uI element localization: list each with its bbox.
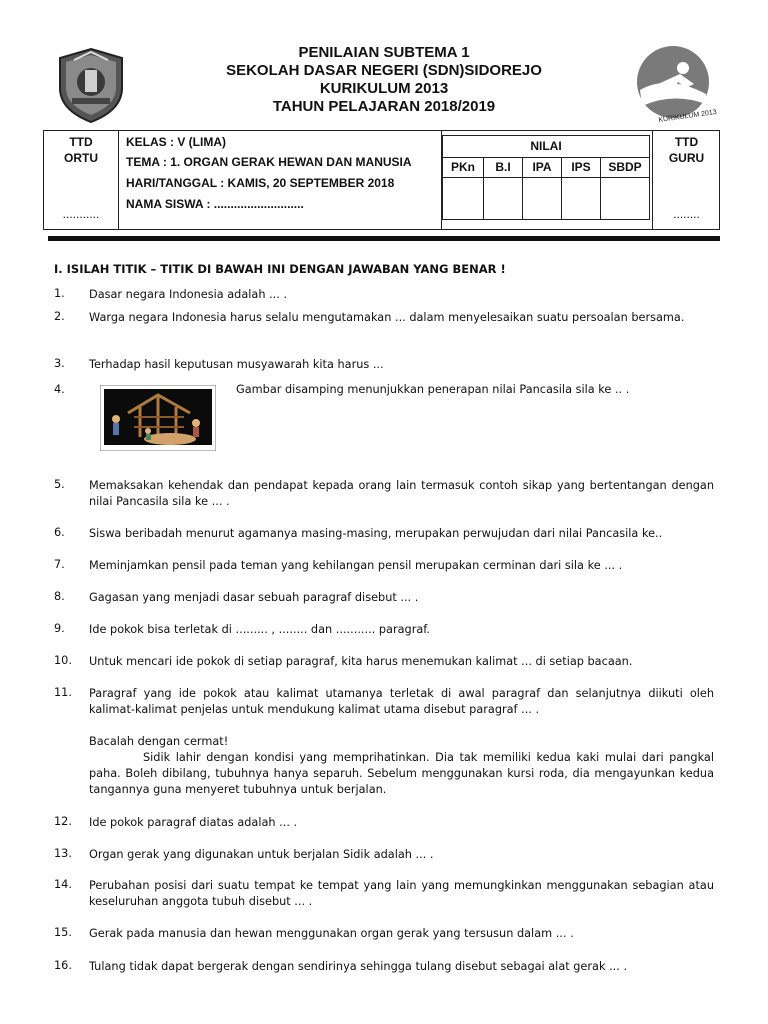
question-number: 1. <box>54 287 65 300</box>
student-info-cell <box>118 131 442 229</box>
question-text: Gambar disamping menunjukkan penerapan nilai Pancasila sila ke .. . <box>236 383 630 396</box>
question-number: 16. <box>54 959 72 972</box>
question-number: 5. <box>54 478 65 491</box>
teacher-signature-label-guru: GURU <box>668 151 705 165</box>
teacher-signature-cell <box>652 131 720 229</box>
score-col-ipa: IPA <box>522 157 562 178</box>
question-number: 13. <box>54 847 72 860</box>
question-text: Memaksakan kehendak dan pendapat kepada orang lain termasuk contoh sikap yang bertentangan dengan nilai Pancasila sila ke ... . <box>89 479 714 508</box>
class-field: KELAS : V (LIMA) <box>126 135 226 149</box>
score-input-ips[interactable] <box>561 178 601 220</box>
passage-intro: Bacalah dengan cermat! <box>89 735 229 748</box>
kurikulum-2013-logo-icon <box>628 44 718 124</box>
question-text: Ide pokok bisa terletak di ......... , ........ dan ........... paragraf. <box>89 623 431 636</box>
question-number: 4. <box>54 383 65 396</box>
parent-signature-label-ttd: TTD <box>69 135 93 149</box>
parent-signature-cell <box>44 131 119 229</box>
header-school: SEKOLAH DASAR NEGERI (SDN)SIDOREJO <box>226 62 542 79</box>
score-table <box>442 135 650 219</box>
question-number: 11. <box>54 686 72 699</box>
question-number: 6. <box>54 526 65 539</box>
question-text: Gerak pada manusia dan hewan menggunakan organ gerak yang tersusun dalam ... . <box>89 927 574 940</box>
teacher-signature-label-ttd: TTD <box>674 135 699 149</box>
gotong-royong-house-building-illustration-icon <box>100 385 216 451</box>
question-number: 7. <box>54 558 65 571</box>
header-divider <box>48 236 720 241</box>
score-input-ipa[interactable] <box>522 178 562 220</box>
question-text: Gagasan yang menjadi dasar sebuah paragraf disebut ... . <box>89 591 419 604</box>
question-number: 10. <box>54 654 72 667</box>
passage-body: Sidik lahir dengan kondisi yang memprihatinkan. Dia tak memiliki kedua kaki mulai dari pangkal paha. Boleh dibilang, tubuhnya hanya separuh. Sebelum menggunakan kursi roda, dia mengayunkan kedua tangannya guna menyeret tubuhnya untuk berjalan. <box>89 751 714 796</box>
question-text: Organ gerak yang digunakan untuk berjalan Sidik adalah ... . <box>89 848 434 861</box>
question-text: Meminjamkan pensil pada teman yang kehilangan pensil merupakan cerminan dari sila ke ... . <box>89 559 623 572</box>
question-text: Paragraf yang ide pokok atau kalimat utamanya terletak di awal paragraf dan selanjutnya diikuti oleh kalimat-kalimat penjelas untuk mendukung kalimat utama disebut paragraf ... . <box>89 687 714 716</box>
parent-signature-line[interactable]: ........... <box>62 207 100 221</box>
question-number: 8. <box>54 590 65 603</box>
question-text: Tulang tidak dapat bergerak dengan sendirinya sehingga tulang disebut sebagai alat gerak ... . <box>89 960 628 973</box>
theme-field: TEMA : 1. ORGAN GERAK HEWAN DAN MANUSIA <box>126 155 412 169</box>
section-title: I. ISILAH TITIK – TITIK DI BAWAH INI DENGAN JAWABAN YANG BENAR ! <box>54 262 506 276</box>
kurikulum-logo-text: KURIKULUM 2013 <box>658 108 718 124</box>
question-text: Terhadap hasil keputusan musyawarah kita harus ... <box>89 358 384 371</box>
question-text: Perubahan posisi dari suatu tempat ke tempat yang lain yang memungkinkan menggunakan sebagian atau keseluruhan anggota tubuh disebut ... . <box>89 879 714 908</box>
question-number: 9. <box>54 622 65 635</box>
header-academic-year: TAHUN PELAJARAN 2018/2019 <box>272 98 496 115</box>
question-text: Untuk mencari ide pokok di setiap paragraf, kita harus menemukan kalimat ... di setiap bacaan. <box>89 655 633 668</box>
teacher-signature-line[interactable]: ........ <box>673 207 700 221</box>
question-number: 3. <box>54 357 65 370</box>
score-input-bi[interactable] <box>483 178 523 220</box>
question-number: 14. <box>54 878 72 891</box>
question-number: 2. <box>54 310 65 323</box>
student-name-field[interactable]: NAMA SISWA : ........................... <box>126 197 304 211</box>
question-number: 12. <box>54 815 72 828</box>
identity-table <box>43 130 720 230</box>
regional-crest-logo-icon <box>52 46 130 124</box>
question-text: Warga negara Indonesia harus selalu mengutamakan ... dalam menyelesaikan suatu persoalan bersama. <box>89 311 685 324</box>
reading-passage <box>89 734 714 798</box>
score-input-pkn[interactable] <box>442 178 484 220</box>
date-field: HARI/TANGGAL : KAMIS, 20 SEPTEMBER 2018 <box>126 176 395 190</box>
score-table-title: NILAI <box>442 135 650 158</box>
question-text: Siswa beribadah menurut agamanya masing-masing, merupakan perwujudan dari nilai Pancasila ke.. <box>89 527 663 540</box>
question-text: Ide pokok paragraf diatas adalah ... . <box>89 816 298 829</box>
parent-signature-label-ortu: ORTU <box>64 151 98 165</box>
score-input-sbdp[interactable] <box>600 178 650 220</box>
question-number: 15. <box>54 926 72 939</box>
score-col-pkn: PKn <box>442 157 484 178</box>
score-col-sbdp: SBDP <box>600 157 650 178</box>
score-col-bi: B.I <box>483 157 523 178</box>
question-text: Dasar negara Indonesia adalah ... . <box>89 288 288 301</box>
header-curriculum: KURIKULUM 2013 <box>319 80 449 97</box>
header-title: PENILAIAN SUBTEMA 1 <box>298 44 470 61</box>
score-col-ips: IPS <box>561 157 601 178</box>
